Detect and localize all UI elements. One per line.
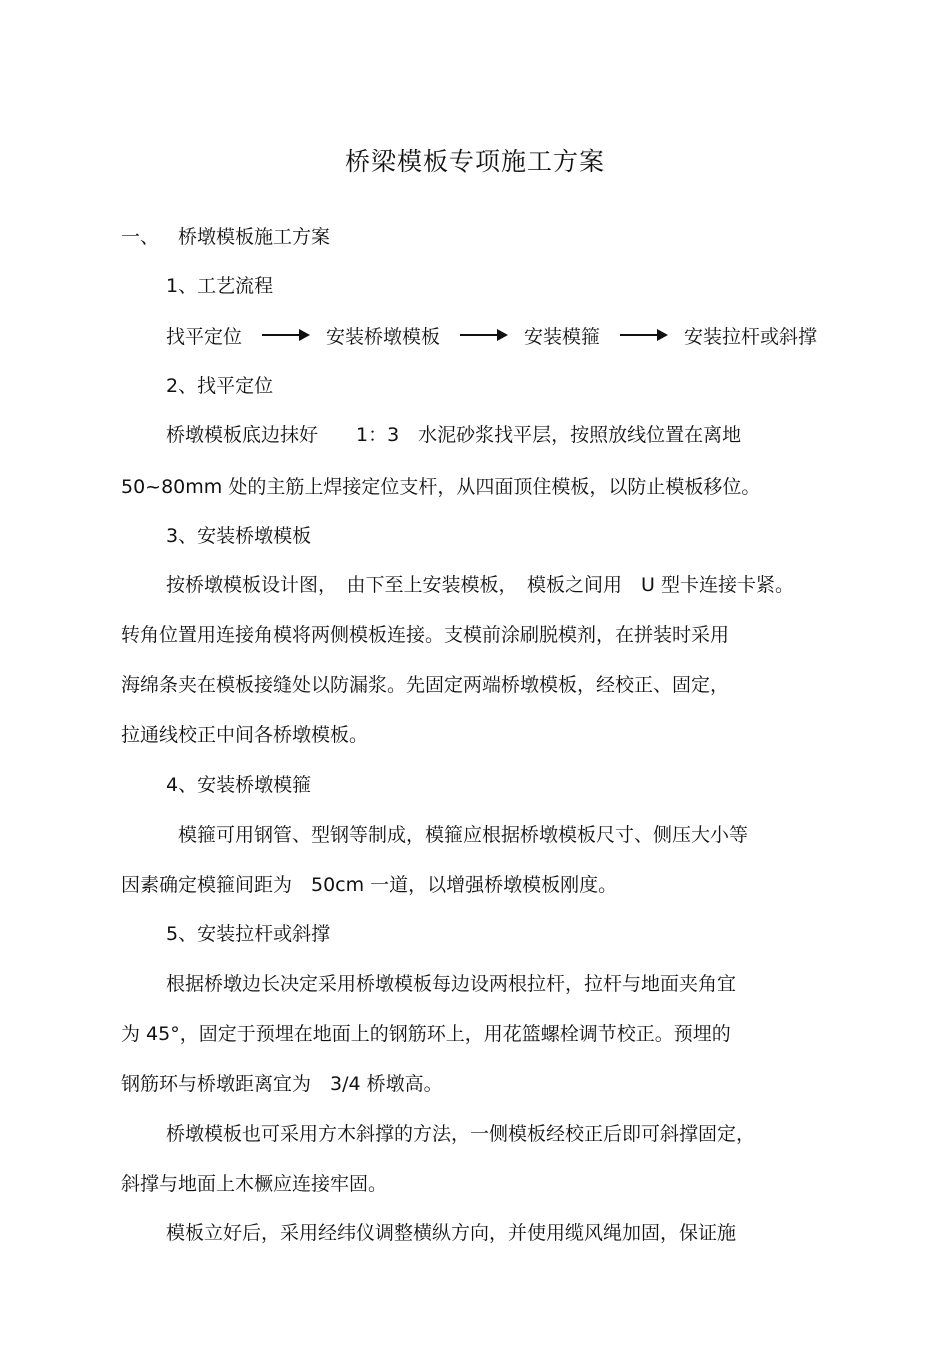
process-flow [166,322,817,348]
paragraph-line: 模板立好后，采用经纬仪调整横纵方向，并使用缆风绳加固，保证施 [166,1222,737,1244]
subsection-heading: 3、安装桥墩模板 [166,525,312,547]
paragraph-line: 按桥墩模板设计图， 由下至上安装模板， 模板之间用 U 型卡连接卡紧。 [166,574,794,596]
flow-step: 安装模箍 [524,325,601,348]
arrow-right-icon [620,334,666,336]
paragraph-line: 为 45°，固定于预埋在地面上的钢筋环上，用花篮螺栓调节校正。预埋的 [121,1023,731,1045]
paragraph-line: 桥墩模板也可采用方木斜撑的方法，一侧模板经校正后即可斜撑固定， [166,1123,756,1145]
arrow-right-icon [262,334,308,336]
paragraph-line: 因素确定模箍间距为 50cm 一道，以增强桥墩模板刚度。 [121,874,618,896]
subsection-heading: 2、找平定位 [166,375,274,397]
paragraph-line: 钢筋环与桥墩距离宜为 3/4 桥墩高。 [121,1073,443,1095]
paragraph-line: 模箍可用钢管、型钢等制成，模箍应根据桥墩模板尺寸、侧压大小等 [178,824,749,846]
flow-step: 安装桥墩模板 [326,325,441,348]
paragraph-line: 拉通线校正中间各桥墩模板。 [121,724,369,746]
section-heading: 桥墩模板施工方案 [178,226,331,248]
paragraph-line: 斜撑与地面上木橛应连接牢固。 [121,1173,388,1195]
subsection-heading: 4、安装桥墩模箍 [166,774,312,796]
paragraph-line: 桥墩模板底边抹好 1：3 水泥砂浆找平层，按照放线位置在离地 [166,424,742,446]
flow-step: 找平定位 [166,325,243,348]
section-number: 一、 [121,226,160,248]
paragraph-line: 50~80mm 处的主筋上焊接定位支杆，从四面顶住模板，以防止模板移位。 [121,476,761,498]
arrow-right-icon [460,334,506,336]
subsection-heading: 1、工艺流程 [166,275,274,297]
paragraph-line: 根据桥墩边长决定采用桥墩模板每边设两根拉杆，拉杆与地面夹角宜 [166,973,737,995]
paragraph-line: 海绵条夹在模板接缝处以防漏浆。先固定两端桥墩模板，经校正、固定， [121,674,730,696]
document-title: 桥梁模板专项施工方案 [344,147,605,176]
flow-step: 安装拉杆或斜撑 [684,325,818,348]
subsection-heading: 5、安装拉杆或斜撑 [166,923,331,945]
paragraph-line: 转角位置用连接角模将两侧模板连接。支模前涂刷脱模剂，在拼装时采用 [121,624,730,646]
